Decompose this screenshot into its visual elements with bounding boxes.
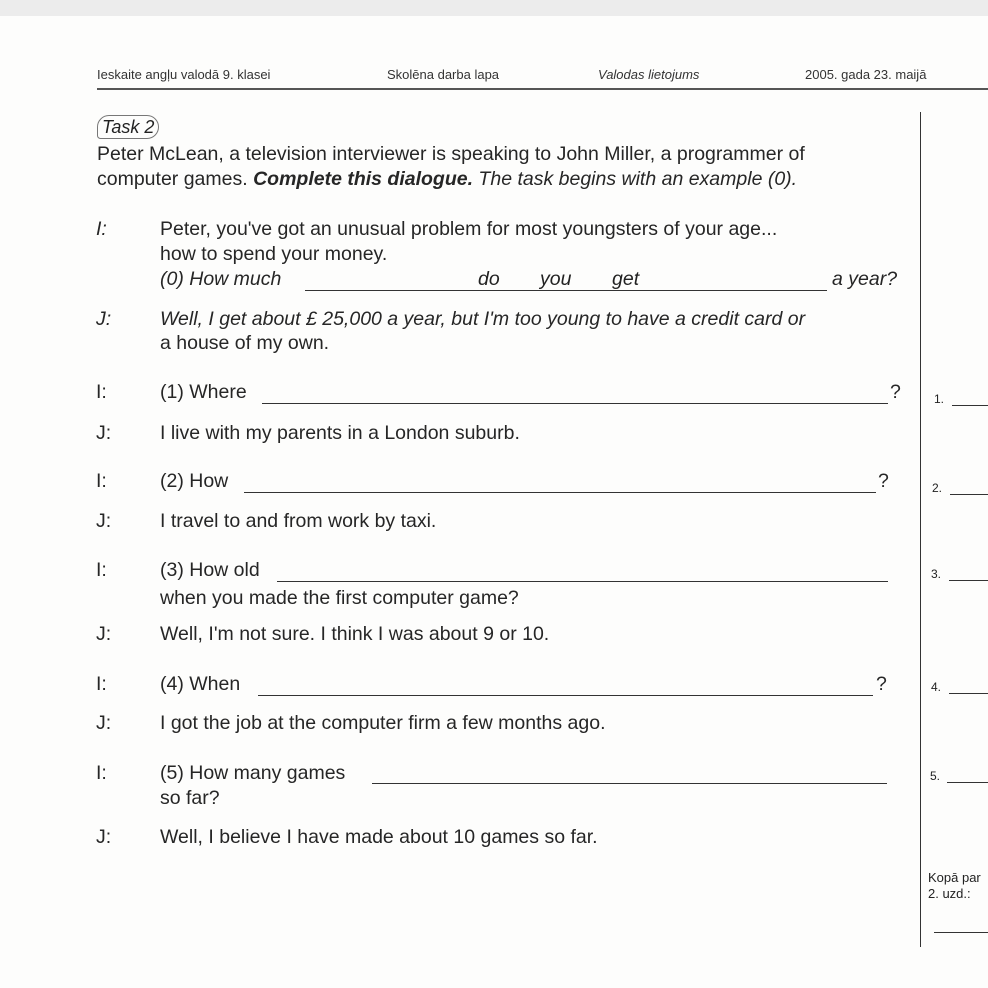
total-score-field[interactable]	[934, 932, 988, 933]
task-intro-line2	[97, 167, 797, 191]
speaker-john: J:	[96, 422, 112, 444]
dialogue-line: a house of my own.	[160, 332, 330, 354]
task-intro-line1: Peter McLean, a television interviewer is speaking to John Miller, a programmer of	[97, 143, 805, 165]
score-field-3[interactable]	[949, 580, 988, 581]
score-label-1: 1.	[934, 392, 945, 406]
question-prompt-2: (2) How	[160, 470, 229, 492]
header-divider	[97, 88, 988, 90]
dialogue-line: Well, I'm not sure. I think I was about 9 or 10.	[160, 623, 550, 645]
scan-top-band	[0, 0, 988, 16]
example-prompt: (0) How much	[160, 268, 282, 290]
speaker-interviewer: I:	[96, 559, 107, 581]
answer-blank-2[interactable]	[244, 492, 876, 493]
dialogue-line: how to spend your money.	[160, 243, 388, 265]
speaker-interviewer: I:	[96, 218, 107, 240]
speaker-interviewer: I:	[96, 381, 107, 403]
answer-blank-5[interactable]	[372, 783, 887, 784]
scoring-column-divider	[920, 112, 921, 947]
speaker-interviewer: I:	[96, 470, 107, 492]
speaker-john: J:	[96, 510, 112, 532]
answer-blank-3[interactable]	[277, 581, 888, 582]
dialogue-line: I live with my parents in a London suburb.	[160, 422, 520, 444]
total-label-line1: Kopā par	[928, 870, 981, 885]
dialogue-line: Well, I believe I have made about 10 games so far.	[160, 826, 598, 848]
score-label-3: 3.	[931, 567, 942, 581]
header-section-label: Valodas lietojums	[598, 67, 700, 82]
dialogue-line: when you made the first computer game?	[160, 587, 519, 609]
header-worksheet-label: Skolēna darba lapa	[387, 67, 500, 82]
task-intro-text-a: computer games.	[97, 168, 254, 190]
question-mark: ?	[890, 381, 901, 403]
speaker-interviewer: I:	[96, 762, 107, 784]
question-prompt-3: (3) How old	[160, 559, 260, 581]
example-answer-word: get	[612, 268, 640, 290]
speaker-john: J:	[96, 712, 112, 734]
header-date: 2005. gada 23. maijā	[805, 67, 927, 82]
question-prompt-1: (1) Where	[160, 381, 247, 403]
dialogue-line: Peter, you've got an unusual problem for most youngsters of your age...	[160, 218, 778, 240]
total-label-line2: 2. uzd.:	[928, 886, 971, 901]
dialogue-line: I travel to and from work by taxi.	[160, 510, 437, 532]
score-field-4[interactable]	[949, 693, 988, 694]
question-mark: ?	[876, 673, 887, 695]
question-mark: ?	[878, 470, 889, 492]
answer-blank-1[interactable]	[262, 403, 888, 404]
dialogue-line: so far?	[160, 787, 220, 809]
task-intro-text-b: The task begins with an example (0).	[473, 168, 798, 190]
score-field-2[interactable]	[950, 494, 988, 495]
score-field-1[interactable]	[952, 405, 988, 406]
speaker-john: J:	[96, 826, 112, 848]
score-label-2: 2.	[932, 481, 943, 495]
question-prompt-4: (4) When	[160, 673, 241, 695]
score-field-5[interactable]	[947, 782, 988, 783]
score-label-5: 5.	[930, 769, 941, 783]
task-instruction: Complete this dialogue.	[253, 168, 474, 190]
example-end: a year?	[832, 268, 898, 290]
dialogue-line: I got the job at the computer firm a few months ago.	[160, 712, 606, 734]
score-label-4: 4.	[931, 680, 942, 694]
question-prompt-5: (5) How many games	[160, 762, 346, 784]
header-exam-title: Ieskaite angļu valodā 9. klasei	[97, 67, 271, 82]
answer-blank-4[interactable]	[258, 695, 873, 696]
task-title: Task 2	[97, 115, 159, 139]
speaker-john: J:	[96, 308, 112, 330]
speaker-john: J:	[96, 623, 112, 645]
example-answer-word: you	[540, 268, 572, 290]
example-answer-word: do	[478, 268, 500, 290]
speaker-interviewer: I:	[96, 673, 107, 695]
dialogue-line: Well, I get about £ 25,000 a year, but I'm too young to have a credit card or	[160, 308, 806, 330]
